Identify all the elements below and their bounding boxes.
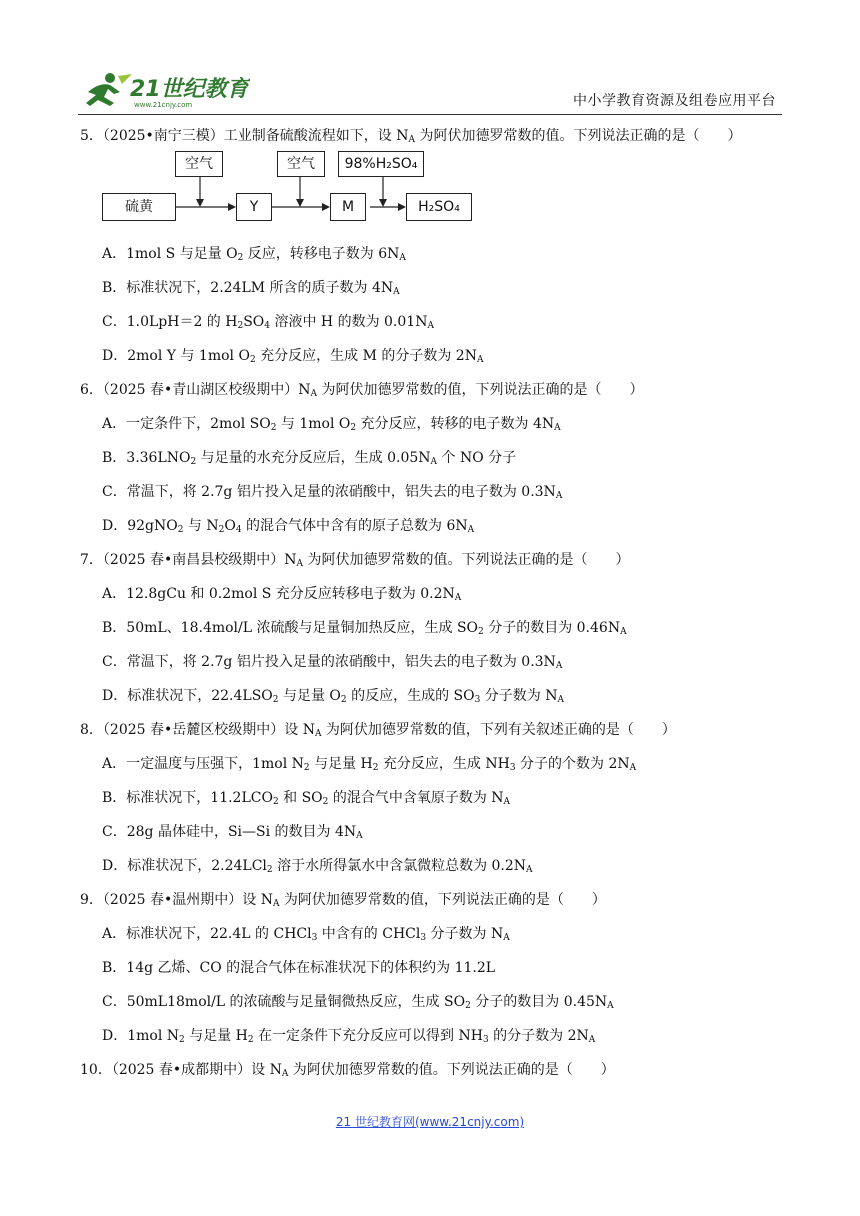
flow-box-y: Y — [236, 193, 272, 221]
question-5-stem: 5．（2025•南宁三模）工业制备硫酸流程如下，设 $N_A$ 为阿伏加德罗常数的值。下列说法正确的是（ ） — [80, 128, 742, 145]
logo-url: www.21cnjy.com — [134, 101, 193, 109]
flow-box-sulfur: 硫黄 — [102, 193, 176, 221]
site-logo — [80, 70, 250, 110]
question-9-stem: 9．（2025 春•温州期中）设 $N_A$ 为阿伏加德罗常数的值，下列说法正确的是（ ） — [80, 892, 606, 909]
flow-box-h2so4: H₂SO₄ — [406, 193, 472, 221]
question-9-option-d: D．1mol $N_2$ 与足量 $H_2$ 在一定条件下充分反应可以得到 $NH_3$ 的分子数为 $2N_A$ — [102, 1028, 596, 1045]
question-9-option-b: B．14g 乙烯、CO 的混合气体在标准状况下的体积约为 11.2L — [102, 960, 496, 976]
question-5-option-c: C．1.0LpH＝2 的 $H_2SO_4$ 溶液中 H 的数为 $0.01N_A$ — [102, 314, 434, 331]
page-header — [78, 62, 782, 115]
question-7-option-a: A．12.8gCu 和 0.2mol S 充分反应转移电子数为 $0.2N_A$ — [102, 586, 462, 603]
question-6-stem: 6．（2025 春•青山湖区校级期中）$N_A$ 为阿伏加德罗常数的值，下列说法正确的是（ ） — [80, 382, 644, 399]
question-6-option-c: C．常温下，将 2.7g 铝片投入足量的浓硝酸中，铝失去的电子数为 $0.3N_A$ — [102, 484, 563, 501]
question-8-stem: 8．（2025 春•岳麓区校级期中）设 $N_A$ 为阿伏加德罗常数的值，下列有关叙述正确的是（ ） — [80, 722, 676, 739]
question-5-option-d: D．2mol Y 与 1mol $O_2$ 充分反应，生成 M 的分子数为 $2N_A$ — [102, 348, 484, 365]
flow-box-m: M — [330, 193, 366, 221]
flow-diagram — [80, 151, 784, 237]
flow-input-air-1: 空气 — [175, 151, 223, 177]
question-5-option-b: B．标准状况下，2.24LM 所含的质子数为 $4N_A$ — [102, 280, 400, 297]
question-9-option-a: A．标准状况下，22.4L 的 CHCl$_3$ 中含有的 CHCl$_3$ 分子数为 $N_A$ — [102, 926, 510, 943]
question-8-option-c: C．28g 晶体硅中，Si—Si 的数目为 $4N_A$ — [102, 824, 363, 841]
question-6-option-d: D．92gNO$_2$ 与 $N_2O_4$ 的混合气体中含有的原子总数为 $6N_A$ — [102, 518, 475, 535]
question-7-option-b: B．50mL、18.4mol/L 浓硫酸与足量铜加热反应，生成 $SO_2$ 分子的数目为 $0.46N_A$ — [102, 620, 627, 637]
logo-title: 21世纪教育 — [130, 77, 249, 102]
header-tagline: 中小学教育资源及组卷应用平台 — [573, 93, 776, 109]
runner-icon — [86, 73, 132, 106]
question-9-option-c: C．50mL18mol/L 的浓硫酸与足量铜微热反应，生成 $SO_2$ 分子的数目为 $0.45N_A$ — [102, 994, 614, 1011]
question-10-stem: 10．（2025 春•成都期中）设 $N_A$ 为阿伏加德罗常数的值。下列说法正确的是（ ） — [80, 1062, 615, 1079]
flow-input-acid: 98%H₂SO₄ — [338, 151, 424, 177]
question-8-option-b: B．标准状况下，$11.2LCO_2$ 和 $SO_2$ 的混合气中含氧原子数为 $N_A$ — [102, 790, 511, 807]
question-8-option-a: A．一定温度与压强下，1mol $N_2$ 与足量 $H_2$ 充分反应，生成 $NH_3$ 分子的个数为 $2N_A$ — [102, 756, 637, 773]
question-6-option-a: A．一定条件下，2mol $SO_2$ 与 1mol $O_2$ 充分反应，转移的电子数为 $4N_A$ — [102, 416, 561, 433]
question-6-option-b: B．$3.36LNO_2$ 与足量的水充分反应后，生成 $0.05N_A$ 个 NO 分子 — [102, 450, 517, 467]
flow-input-air-2: 空气 — [277, 151, 325, 177]
question-7-option-c: C．常温下，将 2.7g 铝片投入足量的浓硝酸中，铝失去的电子数为 $0.3N_A$ — [102, 654, 563, 671]
question-5-option-a: A．1mol S 与足量 $O_2$ 反应，转移电子数为 $6N_A$ — [102, 246, 406, 263]
question-8-option-d: D．标准状况下，2.24LCl$_2$ 溶于水所得氯水中含氯微粒总数为 $0.2N_A$ — [102, 858, 533, 875]
footer-link[interactable]: 21 世纪教育网(www.21cnjy.com) — [335, 1115, 525, 1129]
question-7-option-d: D．标准状况下，$22.4LSO_2$ 与足量 $O_2$ 的反应，生成的 $SO_3$ 分子数为 $N_A$ — [102, 688, 564, 705]
question-list — [80, 125, 784, 1087]
question-7-stem: 7．（2025 春•南昌县校级期中）$N_A$ 为阿伏加德罗常数的值。下列说法正确的是（ ） — [80, 552, 630, 569]
